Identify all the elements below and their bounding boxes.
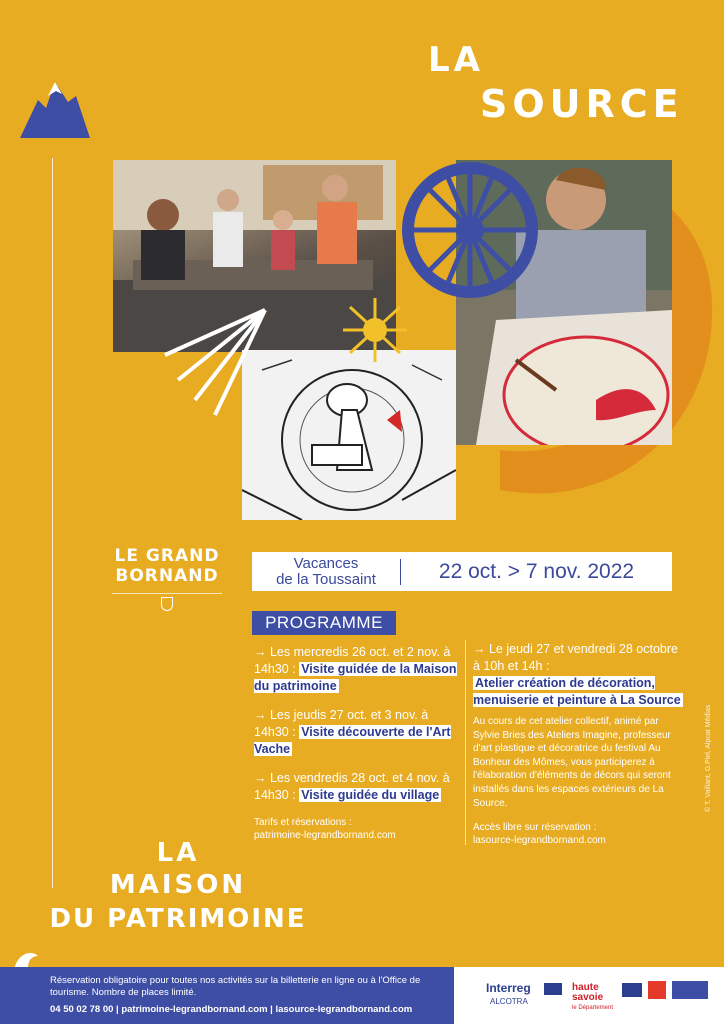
mountain-logo-icon [18,78,92,140]
drawing-photo [242,350,456,520]
photo-credit: © T. Vaillant, G.Piel, Alpcat Médias [705,704,712,812]
item-date: → Les mercredis 26 oct. et 2 nov. à 14h30 : [254,645,451,676]
brand-line1: LE GRAND [114,546,220,566]
maison-du-patrimoine-logo [48,838,308,936]
la-source-title-line1: LA [428,40,484,80]
brand-rule [112,593,222,594]
maison-line3: DU PATRIMOINE [49,904,307,934]
departement-label: le Département [572,1005,614,1011]
footer-bar [0,967,454,1024]
event-dates: 22 oct. > 7 nov. 2022 [438,559,635,583]
partner-logos [454,967,724,1024]
la-source-title [420,40,710,130]
eu-flag-icon [544,983,562,995]
programme-item [254,707,464,758]
programme-item [254,770,464,804]
access-link[interactable]: lasource-legrandbornand.com [473,835,606,847]
interreg-logo [486,981,531,995]
item-highlight: Visite guidée de la Maison du patrimoine [254,662,457,693]
item-date: → Les vendredis 28 oct. et 4 nov. à 14h30 : [254,771,450,802]
vacances-line1: Vacances [293,554,359,572]
right-booking-info [473,821,685,847]
haute-savoie-logo [572,983,612,1003]
haute-savoie-label: haute savoie [572,982,604,1003]
programme-right-column [473,641,685,847]
access-label: Accès libre sur réservation : [473,822,597,834]
workshop-date: → Le jeudi 27 et vendredi 28 octobre à 10h et 14h : [473,642,678,673]
date-banner [252,552,672,591]
booking-link[interactable]: patrimoine-legrandbornand.com [254,830,396,841]
eu-flag-icon [622,983,642,997]
item-highlight: Visite découverte de l'Art Vache [254,725,451,756]
vacances-label [252,556,400,588]
booking-label: Tarifs et réservations : [254,817,352,828]
vertical-divider [52,158,53,888]
crest-icon [161,597,173,611]
fan-decoration-icon [160,300,270,420]
item-highlight: Visite guidée du village [301,788,440,802]
footer-contacts[interactable]: 04 50 02 78 00 | patrimoine-legrandbornand.com | lasource-legrandbornand.com [50,1004,413,1015]
programme-left-column [254,644,464,842]
maison-line2: MAISON [109,870,247,900]
brand-line2: BORNAND [115,566,219,586]
savoie-logo-icon [672,981,708,999]
programme-title: PROGRAMME [252,611,396,635]
sun-icon [340,295,410,365]
workshop-description: Au cours de cet atelier collectif, animé par Sylvie Bries des Ateliers Imagine, professeur d'art plastique et décoratrice du festival Au Bonheur des Mômes, vous participerez à l'élaboration d'éléments de décors qui seront installés dans les espaces extérieurs de La Source. [473,716,671,809]
la-source-title-line2: SOURCE [480,82,684,126]
wheel-icon [400,155,540,305]
region-logo-icon [648,981,666,999]
column-divider [465,640,466,845]
programme-item [254,644,464,695]
alcotra-label: ALCOTRA [490,997,528,1006]
vacances-line2: de la Toussaint [276,570,376,588]
maison-line1: LA [156,838,200,868]
item-date: → Les jeudis 27 oct. et 3 nov. à 14h30 : [254,708,429,739]
footer-notice: Réservation obligatoire pour toutes nos activités sur la billetterie en ligne ou à l'Office de tourisme. Nombre de places limité. [50,975,421,998]
le-grand-bornand-logo [106,546,228,611]
interreg-label: Interreg [486,981,531,995]
workshop-highlight: Atelier création de décoration, menuiserie et peinture à La Source [473,676,681,707]
